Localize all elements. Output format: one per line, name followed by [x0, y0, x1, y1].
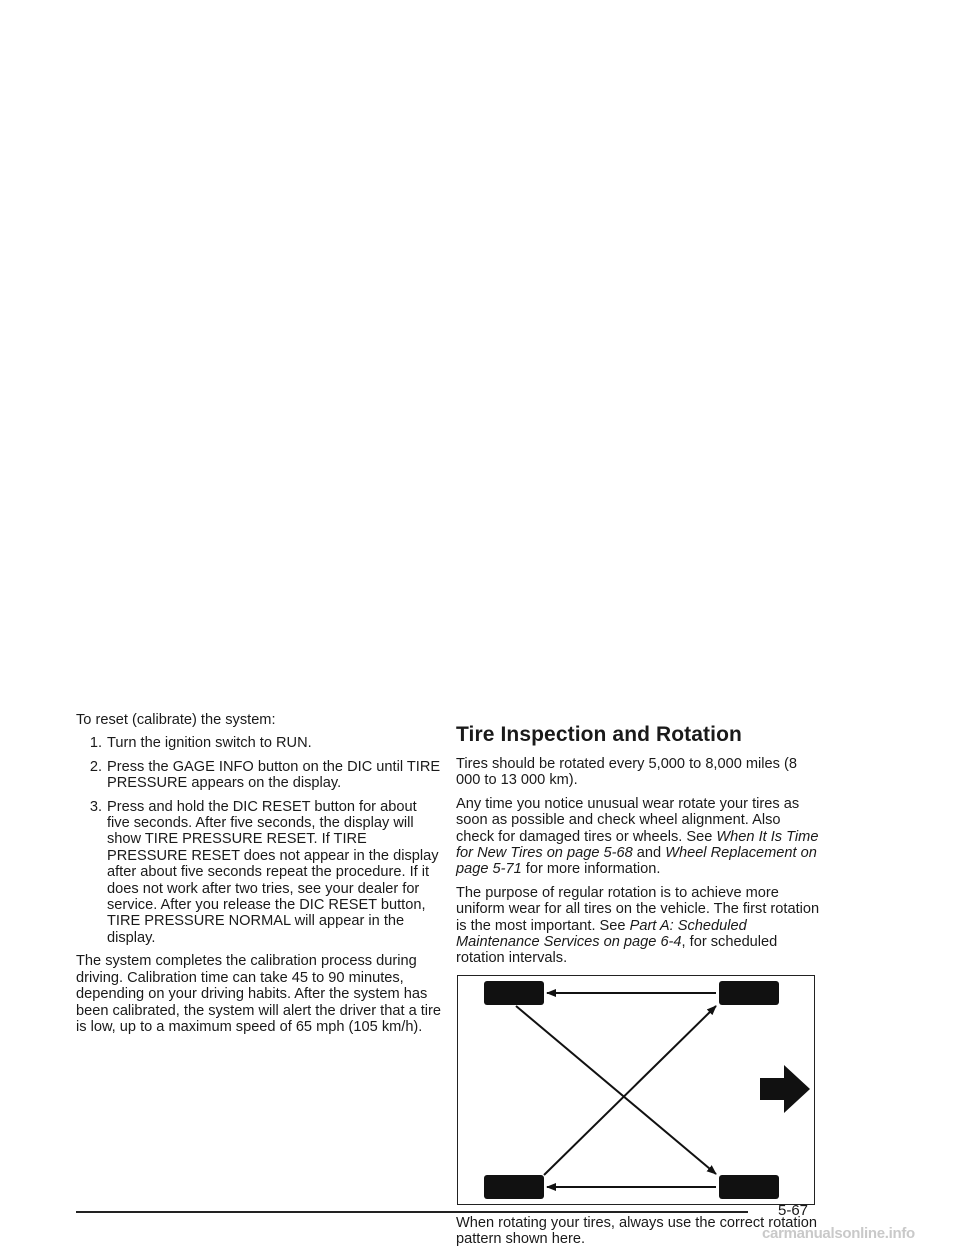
section-heading: Tire Inspection and Rotation — [456, 723, 742, 746]
cross-arrow-to-right-front — [544, 1006, 716, 1175]
list-item — [76, 759, 442, 792]
step-text: Press the GAGE INFO button on the DIC until TIRE PRESSURE appears on the display. — [107, 758, 441, 792]
list-item — [76, 735, 442, 751]
left-column — [76, 712, 442, 1042]
cross-reference-link[interactable]: Wheel Replacement on page 5-71 — [456, 845, 817, 878]
calibration-closing: The system completes the calibration process during driving. Calibration time can take 45 to 90 minutes, depending on your driving habits. After the system has been calibrated, the system will alert the driver that a tire is low, up to a maximum speed of 65 mph (105 km/h). — [76, 953, 442, 1035]
right-column — [456, 722, 821, 1255]
forward-direction-arrow-icon — [760, 1065, 810, 1113]
watermark: carmanualsonline.info — [762, 1225, 915, 1242]
footer-rule — [76, 1211, 748, 1213]
step-number: 3. — [89, 798, 102, 815]
rotation-purpose-paragraph — [456, 885, 821, 967]
step-number: 1. — [89, 735, 102, 752]
cross-arrow-to-right-rear — [516, 1006, 716, 1174]
rotation-interval-paragraph: Tires should be rotated every 5,000 to 8,000 miles (8 000 to 13 000 km). — [456, 756, 797, 789]
left-front-tire — [484, 981, 544, 1005]
paragraph-text: Any time you notice unusual wear rotate your tires as soon as possible and check wheel alignment. Also check for damaged tires or wheels. See — [456, 795, 800, 845]
paragraph-text: for more information. — [521, 861, 661, 878]
rotation-pattern-illustration — [458, 976, 814, 1204]
right-front-tire — [719, 981, 779, 1005]
list-item — [76, 799, 442, 947]
right-rear-tire — [719, 1175, 779, 1199]
cross-reference-link[interactable]: Part A: Scheduled Maintenance Services on page 6-4 — [456, 917, 747, 951]
tire-rotation-diagram — [457, 975, 815, 1205]
calibrate-intro: To reset (calibrate) the system: — [76, 712, 276, 728]
paragraph-text: The purpose of regular rotation is to achieve more uniform wear for all tires on the vehicle. The first rotation is the most important. See — [456, 884, 820, 934]
unusual-wear-paragraph — [456, 796, 821, 878]
step-text: Press and hold the DIC RESET button for about five seconds. After five seconds, the display will show TIRE PRESSURE RESET. If TIRE PRESSURE RESET does not appear in the display after about five seconds repeat the procedure. If it does not work after two tries, see your dealer for service. After you release the DIC RESET button, TIRE PRESSURE NORMAL will appear in the display. — [107, 798, 439, 946]
step-number: 2. — [89, 758, 102, 775]
paragraph-text: and — [632, 845, 666, 862]
calibration-steps — [76, 735, 442, 946]
diagram-caption: When rotating your tires, always use the correct rotation pattern shown here. — [456, 1214, 817, 1248]
left-rear-tire — [484, 1175, 544, 1199]
cross-reference-link[interactable]: When It Is Time for New Tires on page 5-68 — [456, 828, 819, 862]
step-text: Turn the ignition switch to RUN. — [107, 735, 312, 752]
paragraph-text: , for scheduled rotation intervals. — [456, 934, 778, 967]
page-number: 5-67 — [778, 1202, 809, 1219]
